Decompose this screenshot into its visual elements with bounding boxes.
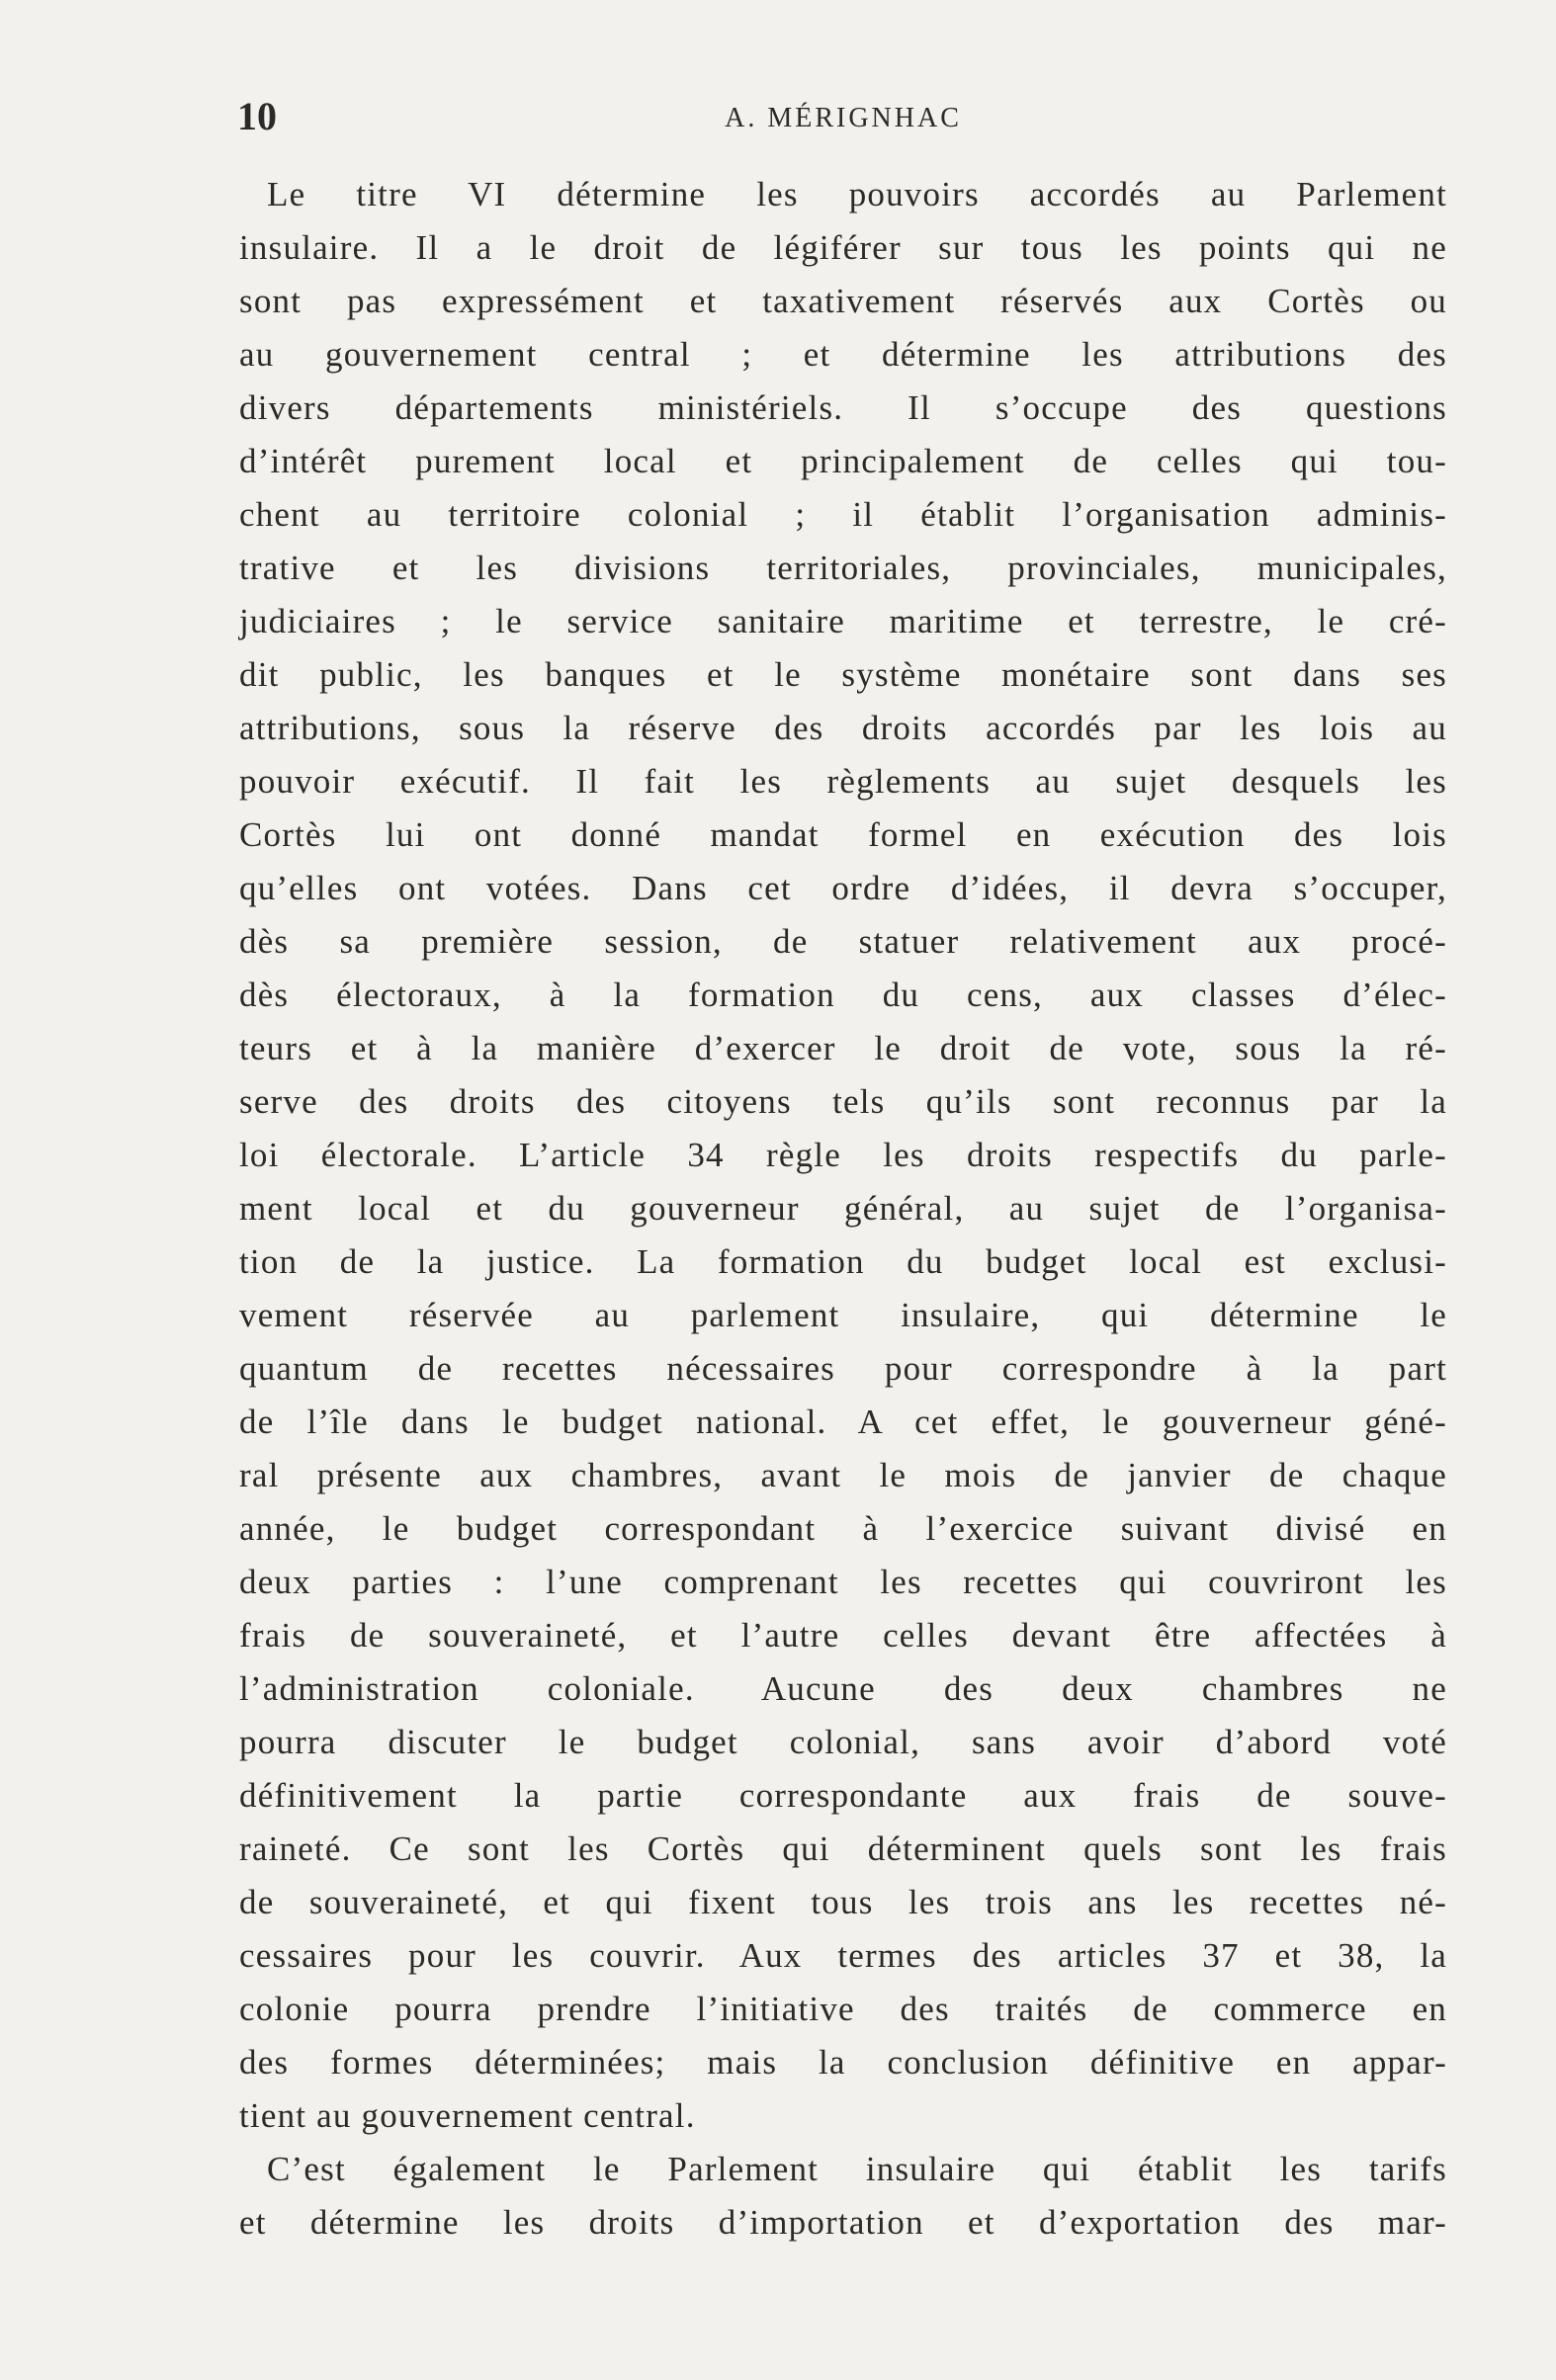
text-line: attributions, sous la réserve des droits accordés par les lois au bbox=[239, 709, 1447, 747]
paragraph bbox=[239, 2143, 1447, 2250]
text-line: sont pas expressément et taxativement réservés aux Cortès ou bbox=[239, 282, 1447, 320]
text-line: deux parties : l’une comprenant les recettes qui couvriront les bbox=[239, 1563, 1447, 1601]
text-line: qu’elles ont votées. Dans cet ordre d’idées, il devra s’occuper, bbox=[239, 869, 1447, 907]
text-line: l’administration coloniale. Aucune des deux chambres ne bbox=[239, 1669, 1447, 1708]
text-line: ral présente aux chambres, avant le mois de janvier de chaque bbox=[239, 1456, 1447, 1494]
text-line: divers départements ministériels. Il s’occupe des questions bbox=[239, 388, 1447, 427]
text-line: judiciaires ; le service sanitaire maritime et terrestre, le cré- bbox=[239, 602, 1447, 640]
text-line: frais de souveraineté, et l’autre celles devant être affectées à bbox=[239, 1616, 1447, 1655]
text-line: année, le budget correspondant à l’exercice suivant divisé en bbox=[239, 1509, 1447, 1548]
text-line: colonie pourra prendre l’initiative des traités de commerce en bbox=[239, 1990, 1447, 2028]
text-line: insulaire. Il a le droit de légiférer sur tous les points qui ne bbox=[239, 228, 1447, 267]
text-line: dit public, les banques et le système monétaire sont dans ses bbox=[239, 655, 1447, 694]
text-line: ment local et du gouverneur général, au sujet de l’organisa- bbox=[239, 1189, 1447, 1228]
text-line: vement réservée au parlement insulaire, qui détermine le bbox=[239, 1296, 1447, 1334]
text-line: au gouvernement central ; et détermine les attributions des bbox=[239, 335, 1447, 374]
text-line: teurs et à la manière d’exercer le droit de vote, sous la ré- bbox=[239, 1029, 1447, 1067]
text-line: définitivement la partie correspondante aux frais de souve- bbox=[239, 1776, 1447, 1815]
running-title: A. MÉRIGNHAC bbox=[725, 103, 962, 133]
text-line: de souveraineté, et qui fixent tous les trois ans les recettes né- bbox=[239, 1883, 1447, 1921]
text-line: pouvoir exécutif. Il fait les règlements au sujet desquels les bbox=[239, 762, 1447, 801]
text-line: chent au territoire colonial ; il établit l’organisation adminis- bbox=[239, 495, 1447, 534]
text-line: Cortès lui ont donné mandat formel en exécution des lois bbox=[239, 815, 1447, 854]
text-line: loi électorale. L’article 34 règle les droits respectifs du parle- bbox=[239, 1136, 1447, 1174]
text-line: tion de la justice. La formation du budget local est exclusi- bbox=[239, 1242, 1447, 1281]
text-line: serve des droits des citoyens tels qu’ils sont reconnus par la bbox=[239, 1082, 1447, 1121]
paragraph bbox=[239, 168, 1447, 2143]
text-line: des formes déterminées; mais la conclusion définitive en appar- bbox=[239, 2043, 1447, 2082]
text-line: raineté. Ce sont les Cortès qui déterminent quels sont les frais bbox=[239, 1829, 1447, 1868]
text-line: dès sa première session, de statuer relativement aux procé- bbox=[239, 922, 1447, 961]
text-line: Le titre VI détermine les pouvoirs accordés au Parlement bbox=[267, 175, 1447, 213]
text-line: cessaires pour les couvrir. Aux termes des articles 37 et 38, la bbox=[239, 1936, 1447, 1975]
text-line: quantum de recettes nécessaires pour correspondre à la part bbox=[239, 1349, 1447, 1388]
text-line: et détermine les droits d’importation et d’exportation des mar- bbox=[239, 2203, 1447, 2242]
text-line: trative et les divisions territoriales, provinciales, municipales, bbox=[239, 549, 1447, 587]
page-number: 10 bbox=[237, 94, 277, 138]
body-text bbox=[239, 168, 1447, 2250]
running-head bbox=[237, 87, 1449, 146]
text-line: dès électoraux, à la formation du cens, aux classes d’élec- bbox=[239, 976, 1447, 1014]
text-line: de l’île dans le budget national. A cet effet, le gouverneur géné- bbox=[239, 1402, 1447, 1441]
text-line: tient au gouvernement central. bbox=[239, 2096, 696, 2135]
text-line: C’est également le Parlement insulaire qui établit les tarifs bbox=[267, 2150, 1447, 2188]
text-line: d’intérêt purement local et principalement de celles qui tou- bbox=[239, 442, 1447, 480]
text-line: pourra discuter le budget colonial, sans avoir d’abord voté bbox=[239, 1723, 1447, 1761]
